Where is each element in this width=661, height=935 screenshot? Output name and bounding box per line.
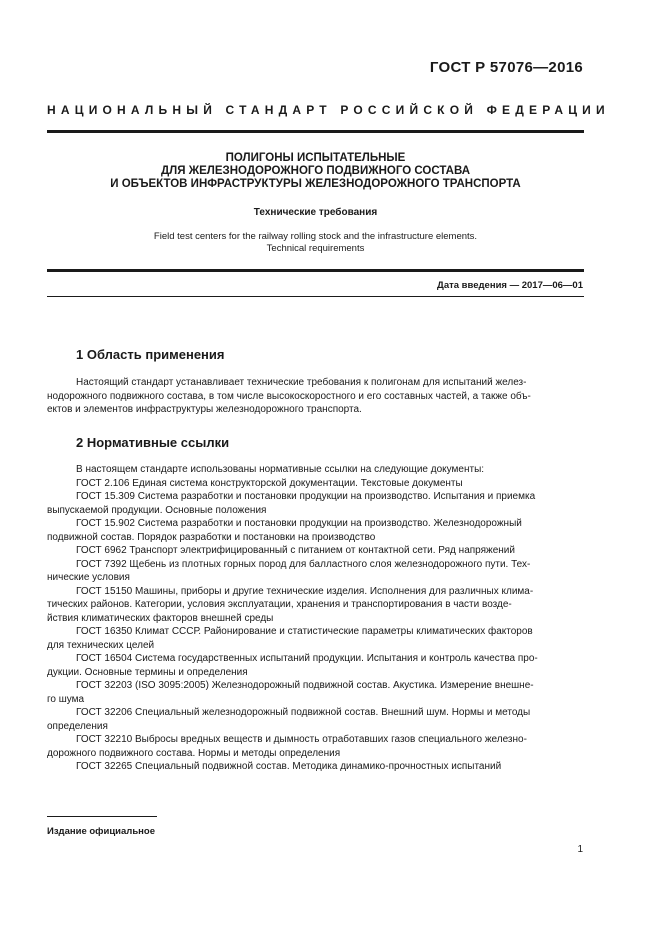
reference-line: йствия климатических факторов внешней среды [47, 612, 274, 624]
text-line: ектов и элементов инфраструктуры железнодорожного транспорта. [47, 404, 362, 415]
title-line: ДЛЯ ЖЕЛЕЗНОДОРОЖНОГО ПОДВИЖНОГО СОСТАВА [160, 165, 471, 177]
reference-line: ГОСТ 16504 Система государственных испытаний продукции. Испытания и контроль качества про- [76, 653, 538, 664]
section-body [47, 376, 584, 417]
reference-line: го шума [47, 693, 85, 705]
text-line: Настоящий стандарт устанавливает технические требования к полигонам для испытаний желез- [76, 377, 527, 388]
reference-line: ГОСТ 7392 Щебень из плотных горных пород для балластного слоя железнодорожного пути. Тех- [76, 558, 531, 570]
reference-line: ГОСТ 32206 Специальный железнодорожный подвижной состав. Внешний шум. Нормы и методы [76, 707, 531, 718]
reference-line: ГОСТ 32265 Специальный подвижной состав. Методика динамико-прочностных испытаний [76, 761, 502, 772]
section-heading: 2 Нормативные ссылки [76, 435, 230, 450]
title-line: ПОЛИГОНЫ ИСПЫТАТЕЛЬНЫЕ [225, 152, 406, 164]
reference-line: ГОСТ 15150 Машины, приборы и другие технические изделия. Исполнения для различных клима- [76, 585, 534, 597]
national-standard-heading: НАЦИОНАЛЬНЫЙ СТАНДАРТ РОССИЙСКОЙ ФЕДЕРАЦИИ [47, 103, 610, 117]
document-subtitle: Технические требования [253, 207, 378, 218]
page-number: 1 [577, 844, 583, 855]
text-line: нодорожного подвижного состава, в том числе высокоскоростного и его составных частей, а также объ- [47, 390, 531, 402]
reference-line: подвижной состав. Порядок разработки и постановки на производство [47, 531, 376, 543]
footer-divider [47, 816, 157, 817]
reference-line: определения [47, 720, 108, 732]
reference-line: для технических целей [47, 639, 155, 651]
english-title-line: Technical requirements [266, 243, 365, 254]
document-title [47, 152, 584, 191]
reference-line: ГОСТ 6962 Транспорт электрифицированный с питанием от контактной сети. Ряд напряжений [76, 545, 515, 556]
reference-line: дукции. Основные термины и определения [47, 666, 248, 678]
references-list [47, 463, 584, 774]
reference-line: дорожного подвижного состава. Нормы и методы определения [47, 747, 341, 759]
reference-line: ГОСТ 15.902 Система разработки и постановки продукции на производство. Железнодорожный [76, 518, 522, 529]
english-title-line: Field test centers for the railway rolling stock and the infrastructure elements. [153, 231, 478, 242]
date-divider [47, 296, 584, 297]
reference-line: ГОСТ 32210 Выбросы вредных веществ и дымность отработавших газов специального железно- [76, 734, 527, 745]
english-title [47, 231, 584, 255]
title-divider [47, 269, 584, 272]
reference-line: ГОСТ 2.106 Единая система конструкторской документации. Текстовые документы [76, 477, 463, 489]
official-edition-label: Издание официальное [47, 826, 155, 837]
section-heading: 1 Область применения [76, 347, 225, 362]
reference-line: ГОСТ 15.309 Система разработки и постановки продукции на производство. Испытания и приемка [76, 491, 536, 502]
reference-line: нические условия [47, 572, 130, 583]
reference-line: ГОСТ 32203 (ISO 3095:2005) Железнодорожный подвижной состав. Акустика. Измерение внешне- [76, 680, 534, 691]
document-number: ГОСТ Р 57076—2016 [429, 59, 583, 76]
header-divider [47, 130, 584, 133]
reference-line: тических районов. Категории, условия эксплуатации, хранения и транспортирования в части возде- [47, 599, 512, 610]
title-line: И ОБЪЕКТОВ ИНФРАСТРУКТУРЫ ЖЕЛЕЗНОДОРОЖНОГО ТРАНСПОРТА [110, 178, 521, 190]
introduction-date: Дата введения — 2017—06—01 [437, 280, 583, 291]
reference-line: ГОСТ 16350 Климат СССР. Районирование и статистические параметры климатических факторов [76, 626, 533, 637]
reference-line: выпускаемой продукции. Основные положения [47, 504, 267, 516]
reference-line: В настоящем стандарте использованы нормативные ссылки на следующие документы: [76, 464, 485, 475]
